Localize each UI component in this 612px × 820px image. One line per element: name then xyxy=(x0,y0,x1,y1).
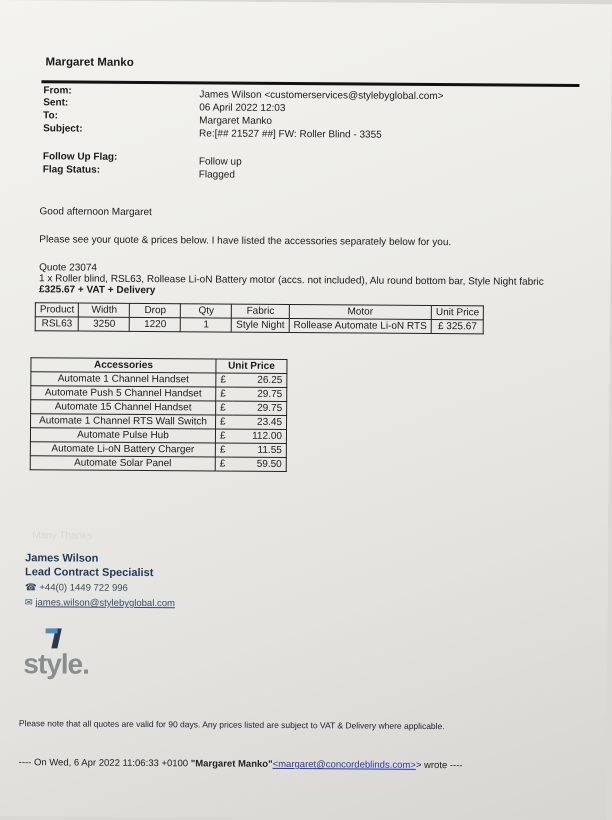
phone-icon: ☎ xyxy=(24,582,37,594)
col-acc-unit-price: Unit Price xyxy=(216,359,287,373)
accessory-price: 26.25 xyxy=(232,373,287,387)
table-row xyxy=(35,317,483,334)
accessory-price: 23.45 xyxy=(232,415,287,429)
closing: Many Thanks xyxy=(32,530,93,542)
signature-title: Lead Contract Specialist xyxy=(24,566,154,580)
cell-product: RSL63 xyxy=(35,317,79,331)
table-row xyxy=(30,456,286,472)
subject-label: Subject: xyxy=(43,123,83,135)
cell-drop: 1220 xyxy=(130,317,181,331)
accessory-currency: £ xyxy=(215,429,232,443)
greeting: Good afternoon Margaret xyxy=(39,206,152,219)
followup-value: Follow up xyxy=(198,156,242,168)
accessory-name: Automate Pulse Hub xyxy=(30,428,215,443)
accessory-name: Automate Li-oN Battery Charger xyxy=(30,442,215,457)
col-accessories: Accessories xyxy=(31,358,216,373)
quote-number: Quote 23074 xyxy=(39,262,97,274)
accessory-currency: £ xyxy=(215,443,232,457)
quoted-suffix: > wrote ---- xyxy=(415,759,463,772)
signature-email-row xyxy=(25,597,175,609)
sent-label: Sent: xyxy=(43,97,69,109)
col-motor: Motor xyxy=(289,305,431,320)
flagstatus-value: Flagged xyxy=(198,169,235,181)
accessory-price: 112.00 xyxy=(232,429,287,443)
accessory-price: 59.50 xyxy=(232,457,287,471)
from-label: From: xyxy=(43,85,72,97)
col-drop: Drop xyxy=(130,303,181,317)
signature-phone: +44(0) 1449 722 996 xyxy=(39,582,128,594)
col-width: Width xyxy=(79,303,130,317)
subject-value: Re:[## 21527 ##] FW: Roller Blind - 3355 xyxy=(199,128,382,141)
cell-fabric: Style Night xyxy=(232,318,289,332)
accessory-price: 29.75 xyxy=(232,401,287,415)
col-qty: Qty xyxy=(181,304,232,318)
accessory-name: Automate 1 Channel Handset xyxy=(31,372,216,387)
cell-width: 3250 xyxy=(79,317,130,331)
quoted-name: "Margaret Manko" xyxy=(190,758,273,770)
quoted-email-link[interactable]: <margaret@concordeblinds.com> xyxy=(272,758,416,771)
accessory-name: Automate Push 5 Channel Handset xyxy=(31,386,216,401)
signature-email-link[interactable]: james.wilson@stylebyglobal.com xyxy=(35,597,175,610)
header-rule xyxy=(41,80,579,87)
col-unit-price: Unit Price xyxy=(431,306,483,320)
signature-name: James Wilson xyxy=(25,552,99,565)
accessory-currency: £ xyxy=(216,373,233,387)
email-printout: Margaret Manko From: James Wilson <customerservices@stylebyglobal.com> Sent: 06 April 2022 12:03 To: Margaret Manko Subject: Re:[## 21527 ##] FW: Roller Blind - 3355 Follow Up Flag: Follow up Flag Status: Flagged Good afternoon Margaret Please see your quote & prices below. I have listed the accessories separately below for you. Quote 23074 1 x Roller blind, RSL63, Rollease Li-oN Battery motor (accs. not included), Alu round bottom bar, Style Night fabric £325.67 + VAT + Delivery Product Width Drop Qty Fabric Motor Unit Price RSL63 3250 1220 1 Style Night Rollease Automate Li-oN RTS £ 325.67 Accessories Unit Price Automate 1 Channel Handset £ 26.25 Automate Push 5 Channel Handset £ 29.75 Automate 15 Channel Handset £ 29.75 Automate 1 Channel RTS Wall Switch £ 23.45 Automate Pulse Hub £ 112.00 Automate Li-oN Battery Charger £ 11.55 Automate Solar Panel £ 59.50 Many Thanks James Wilson Lead Contract Specialist ☎ +44(0) 1449 722 996 ✉ james.wilson@stylebyglobal.com style. Please note that all quotes are valid for 90 days. Any prices listed are subject to VAT & Delivery where applicable. ---- On Wed, 6 Apr 2022 11:06:33 +0100 "Margaret Manko"<margaret@concordeblinds.com>> wrote ---- xyxy=(0,0,612,820)
email-icon: ✉ xyxy=(24,597,33,609)
disclaimer: Please note that all quotes are valid for 90 days. Any prices listed are subject to VAT & Delivery where applicable. xyxy=(18,718,445,732)
quoted-prefix: ---- On Wed, 6 Apr 2022 11:06:33 +0100 xyxy=(18,757,191,770)
signature-phone-row xyxy=(25,582,128,594)
accessory-name: Automate 1 Channel RTS Wall Switch xyxy=(31,414,216,429)
sent-value: 06 April 2022 12:03 xyxy=(199,102,286,114)
quote-description: 1 x Roller blind, RSL63, Rollease Li-oN Battery motor (accs. not included), Alu round bottom bar, Style Night fabric xyxy=(39,273,544,288)
cell-motor: Rollease Automate Li-oN RTS xyxy=(289,319,431,334)
email-headers xyxy=(0,0,612,181)
accessory-currency: £ xyxy=(216,401,233,415)
quoted-header xyxy=(19,757,463,771)
to-value: Margaret Manko xyxy=(199,115,273,127)
col-product: Product xyxy=(35,303,79,317)
quote-price: £325.67 + VAT + Delivery xyxy=(38,284,156,297)
followup-label: Follow Up Flag: xyxy=(42,151,118,163)
from-value: James Wilson <customerservices@stylebyglobal.com> xyxy=(199,89,444,103)
accessories-table xyxy=(30,357,288,472)
accessory-price: 11.55 xyxy=(232,443,287,457)
accessory-currency: £ xyxy=(215,457,232,471)
intro: Please see your quote & prices below. I have listed the accessories separately below for you. xyxy=(39,234,452,249)
flagstatus-label: Flag Status: xyxy=(42,164,101,176)
accessory-name: Automate Solar Panel xyxy=(30,456,215,471)
accessory-price: 29.75 xyxy=(232,387,287,401)
cell-qty: 1 xyxy=(181,318,232,332)
col-fabric: Fabric xyxy=(232,304,289,318)
sender-name: Margaret Manko xyxy=(45,56,134,69)
accessory-currency: £ xyxy=(216,387,233,401)
cell-unit-price: £ 325.67 xyxy=(431,320,483,334)
accessory-name: Automate 15 Channel Handset xyxy=(31,400,216,415)
accessory-currency: £ xyxy=(216,415,233,429)
product-table xyxy=(35,302,485,334)
to-label: To: xyxy=(43,110,59,122)
